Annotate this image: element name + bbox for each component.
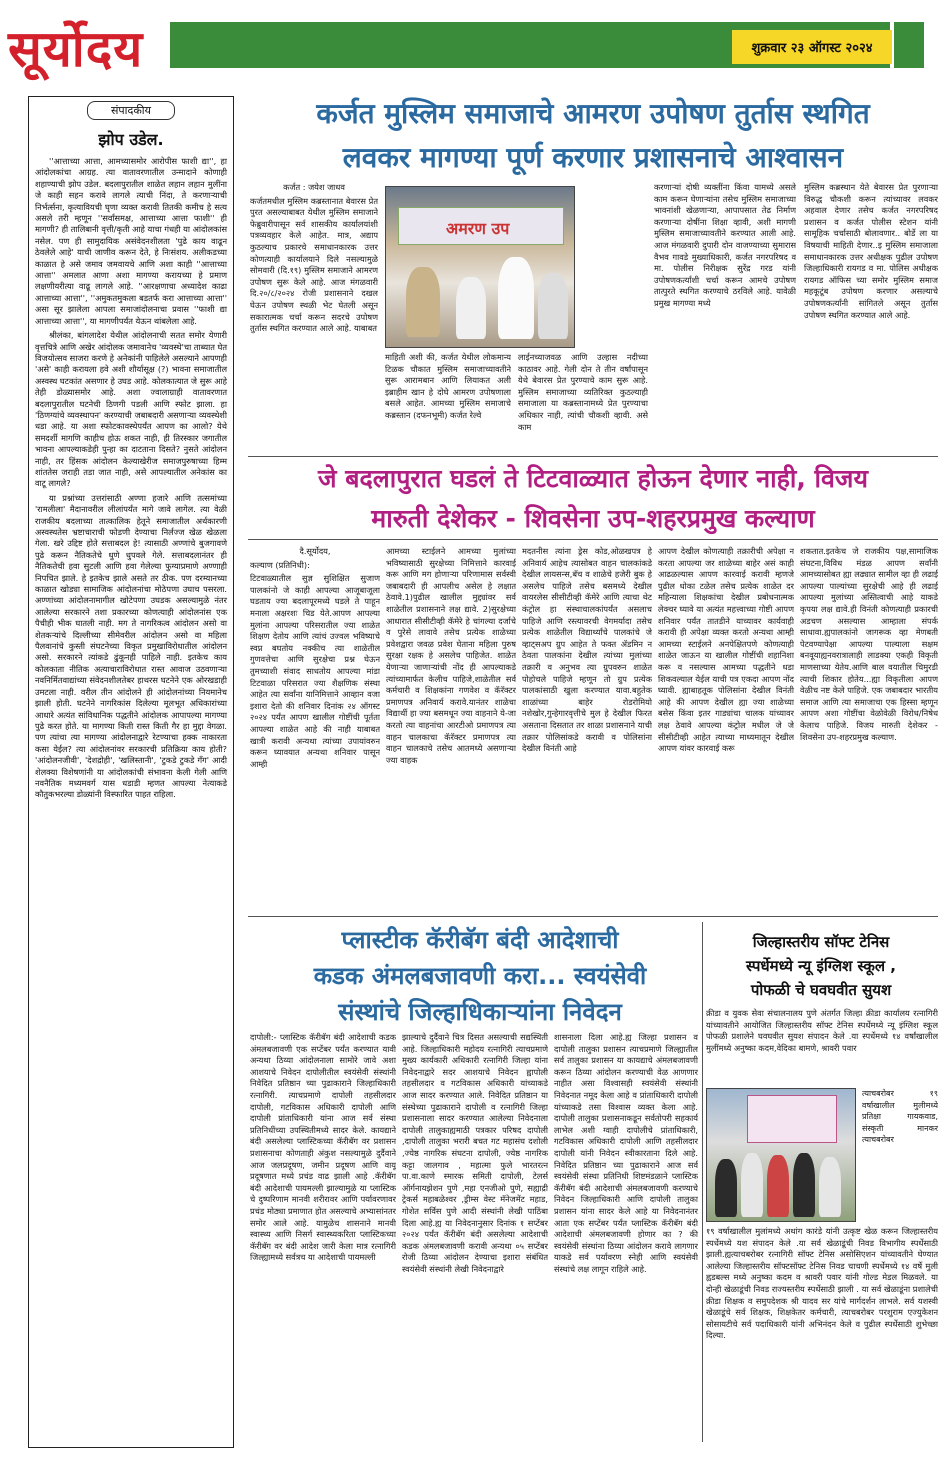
headline-line: जे बदलापुरात घडलं ते टिटवाळ्यात होऊन देणार नाही, विजय bbox=[317, 464, 868, 493]
editorial-column bbox=[28, 96, 234, 1448]
article3-column-2 bbox=[402, 1032, 548, 1444]
dateline: कल्याण (प्रतिनिधी): bbox=[250, 559, 310, 570]
article1-column-5 bbox=[804, 182, 938, 450]
article1-column-3 bbox=[518, 352, 648, 450]
person-figure bbox=[498, 257, 534, 339]
person-figure bbox=[793, 1153, 815, 1217]
dateline: कर्जत : जयेश जाधव bbox=[283, 182, 345, 192]
headline-line: कडक अंमलबजावणी करा... स्वयंसेवी bbox=[313, 962, 647, 990]
article-text: करणाऱ्यां दोषी व्यक्तींना किंवा यामध्ये असले काम करून घेणाऱ्यांना तसेच मुस्लिम समाजाच्या भावनांशी खेळणाऱ्या, आपापसात तेढ निर्माण करणाऱ्या दोषींना शिक्षा व्हावी, अशी मागणी मुस्लिम समाजाच्यावतीने करण्यात आली आहे. आज मंगळवारी दुपारी दोन वाजण्याच्या सुमारास वैभव गावडे मुख्याधिकारी, कर्जत नगरपरिषद व मा. पोलीस निरीक्षक सुरेंद्र गरड यांनी उपोषणकर्त्यांशी चर्चा करून आमचे उपोषण तात्पुरते स्थगित करण्याचे ठरविले आहे. यावेळी प्रमुख मागण्या मध्ये bbox=[654, 182, 796, 308]
article-text: माहिती अशी की, कर्जत येथील लोकमान्य टिळक चौकात मुस्लिम समाजाच्यावतीने सुरू आरामबान आणि लियाकत अली इब्राहीम खान हे दोघे आमरण उपोषणाला बसले आहेत. आमच्या मुस्लिम समाजाचे कब्रस्तान (दफनभूमी) कर्जत रेल्वे bbox=[385, 352, 511, 420]
article-text: आपण देखील कोणत्याही तक्रारीची अपेक्षा न करता आपल्या जर शाळेच्या बाहेर असं काही आढळल्यास आपण कारवाई करावी म्हणजे पुढील धोका टळेल तसेच प्रत्येक शाळेत दर महिन्याला शिक्षकांचा देखील प्रबोधनात्मक लेक्चर घ्यावे या अत्यंत महत्त्वाच्या गोष्टी आपण शनिवार पर्यंत तातडीने याच्यावर कार्यवाही करावी ही अपेक्षा व्यक्त करतो अन्यथा आम्ही आमच्या स्टाईलने अनपेक्षितपणे कोणत्याही शाळेत जाऊन या खालील गोष्टींची शहानिशा करू व नसल्यास आमच्या पद्धतीने धडा शिकवल्याल येईल याची पत्र एकदा आपण नोंद घ्यावी. ह्याबाहतूक पोलिसांना देखील विनंती आहे की आपण देखील ह्या ज्या शाळेच्या बसेस किंवा इतर गाड्यांचा चालक यांच्यावर लक्ष ठेवावे आपल्या कंट्रोल मधील जे जे सीसीटीव्ही आहेत त्याच्या माध्यमातून देखील आपण यांवर कारवाई करू bbox=[658, 546, 794, 754]
photo-banner bbox=[747, 1095, 837, 1143]
article3-headline bbox=[260, 922, 700, 1030]
article-text: दापोली:- प्लास्टिक कॅरीबॅग बंदी आदेशाची कडक अंमलबजावणी एक सप्टेंबर पर्यंत करण्यात यावी अन्यथा ठिय्या आंदोलनाला सामोरे जावे अशा आशयाचे निवेदन दापोलीतील स्वयंसेवी संस्थांनी निवेदित प्रतिष्ठान च्या पुढाकाराने जिल्हाधिकारी रत्नागिरी. त्याचप्रमाणे दापोली तहसीलदार दापोली, गटविकास अधिकारी दापोली आणि दापोली प्रांताधिकारी यांना आज सर्व संस्था प्रतिनिधींच्या उपस्थितीमध्ये सादर केले. कायद्याने बंदी असलेल्या प्लास्टिकच्या कॅरीबॅग वर प्रशासन प्रशासनाचा कोणताही अंकुश नसल्यामुळे दुर्दैवाने आज जलप्रदूषण, जमीन प्रदूषण आणि वायू प्रदूषणात मध्ये प्रचंड वाढ झाली आहे .कॅरीबॅग बंदी आदेशाची पायमल्ली झाल्यामुळे या प्लास्टिक चे दुष्परिणाम मानवी शरीरावर आणि पर्यावरणावर प्रचंड मोठ्या प्रमाणात होत असल्याचे अभ्यासांनतर समोर आले आहे. यामुळेच शासनाने मानवी स्वास्थ्य आणि निसर्ग स्वास्थ्यकरिता प्लास्टिकच्या कॅरीबॅग वर बंदी आदेश जारी केला मात्र रत्नागिरी जिल्ह्यामध्ये सर्वत्रच या आदेशाची पायमल्ली bbox=[250, 1032, 396, 1263]
newspaper-logo: सूर्योदय bbox=[8, 19, 144, 78]
person-figure bbox=[741, 1153, 763, 1217]
issue-date: शुक्रवार २३ ऑगस्ट २०२४ bbox=[732, 30, 892, 64]
article3-column-1 bbox=[250, 1032, 396, 1444]
headline-line: पोफळी चे घवघवीत सुयश bbox=[750, 981, 892, 999]
dateline: दै.सूर्योदय, bbox=[299, 546, 331, 556]
column-divider bbox=[702, 922, 703, 1442]
article-text: क्रीडा व युवक सेवा संचालनालय पुणे अंतर्गत जिल्हा क्रीडा कार्यालय रत्नागिरी यांच्यावतीने आयोजित जिल्हास्तरीय सॉफ्ट टेनिस स्पर्धेमध्ये न्यू इंग्लिश स्कूल पोफळी प्रशालेने घवघवीत सुयश संपादन केले .या स्पर्धेमध्ये १४ वर्षांखालील मुलींमध्ये अनुष्का कदम,वेदिका बामणे, श्रावरी पवार bbox=[706, 1008, 938, 1053]
headline-line: प्लास्टीक कॅरीबॅग बंदी आदेशाची bbox=[341, 926, 619, 954]
editorial-paragraph: श्रीलंका, बांगलादेश येथील आंदोलनाची सतत समोर येणारी वृत्तचित्रे आणि अखेर आंदोलक जमावानेच 'व्यवस्थे'चा ताब्यात घेत विजयोत्सव साजरा करणे हे अनेकांनी पाहिलेले असल्याने आपणही 'असे' काही करायला हवे अशी शौर्यासूक्ष (?) भावना समाजातील अस्वस्थ घटकांत असणार हे उघड आहे. कोलकात्यात जे सुरू आहे तेही डोळ्यासमोर आहे. अशा ज्वालाग्राही वातावरणात बदलापुरातील घटनेची ठिणगी पडली आणि स्फोट झाला. हा 'ठिणग्यांचे व्यवस्थापन' करण्याची जबाबदारी असणाऱ्या व्यवस्थेशी धडा आहे. या अशा स्फोटकावस्थेपर्यंत आपण का आलो? येथे समदर्शी मागणि काहीच होऊ शकत नाही, ही तिरस्कार जगातील भावना आपल्याकडेही पुन्हा का दाटताना दिसते? नुसते आंदोलन नाही, तर हिंसक आंदोलन केल्याखेरीज समाजपुरुषाच्या हिम्म शांततेस जराही तडा जात नाही, असे आपल्यातील अनेकांस का वाटू लागले? bbox=[35, 330, 227, 489]
article2-column-4 bbox=[658, 546, 794, 912]
article-text: मुस्लिम कब्रस्थान येते बेवारस प्रेत पुरणाऱ्या विरुद्ध चौकशी करून त्यांच्यावर लवकर अहवाल देणार तसेच कर्जत नगरपरिषद प्रशासन व कर्जत पोलीस स्टेशन यांनी सामूहिक चर्चासाठी बोलावणार.. बोर्डे ला या विषयाची माहिती देणार..इ मुस्लिम समाजाला समाधानकारक उत्तर अधीक्षक पुढील उपोषण जिल्हाधिकारी रायगड व मा. पोलिस अधीक्षक रायगड ऑफिस च्या समोर मुस्लिम समाज महकूटूंब उपोषण करणार असल्याचे उपोषणकर्त्यांनी सांगितले असून तुर्तास उपोषण स्थगित करण्यात आले आहे. bbox=[804, 182, 938, 320]
article2-column-5 bbox=[800, 546, 938, 912]
masthead-band-end bbox=[894, 22, 924, 68]
article-text: टिटवाळ्यातील सुज्ञ सुशिक्षित सुजाण पालकांनो जे काही आपल्या आजूबाजूला घडताय ज्या बदलापूरमध्ये घडले ते पाहून मनाला अक्षरशः चिड येते.आपण आपल्या मुलांना आपल्या परिसरातील ज्या शाळेत शिक्षण देतोय आणि त्यांचं उज्वल भविष्याचे स्वप्न बघतोय नक्कीच त्या शाळेतील गुणवत्तेचा आणि सुरक्षेचा प्रश्न घेऊन तुमच्याशी संवाद साधतोय आपल्या मांडा टिटवाळा परिसरात ज्या शैक्षणिक संस्था आहेत त्या सर्वांना यानिमित्ताने आव्हान वजा इशारा देतो की शनिवार दिनांक २४ ऑगस्ट २०२४ पर्यंत आपण खालील गोष्टींची पूर्तता आपल्या शाळेत आहे की नाही याबाबत खात्री करावी अन्यथा त्यांच्या उपायांवरुन करून घ्यावयात अन्यथा शनिवार पासून आम्ही bbox=[250, 573, 380, 769]
headline-line: लवकर मागण्या पूर्ण करणार प्रशासनाचे आश्वासन bbox=[342, 141, 844, 174]
article2-column-1 bbox=[250, 546, 380, 912]
editorial-paragraph: ''आत्ताच्या आत्ता, आमच्यासमोर आरोपीस फाशी द्या'', हा आंदोलकांचा आग्रह. त्या वातावरणातील उन्मादाने कोणाही शहाण्याची झोप उडेल. बदलापुरातील शाळेत लहान लहान मुलींना जे काही सहन करावे लागले त्याची निंदा, ते करणाऱ्याची निर्भर्त्सना, कृत्यावियची घृणा व्यक्त करावी तितकी कमीच हे सत्य असले तरी म्हणून ''सर्वांसमक्ष, आत्ताच्या आत्ता फाशी'' ही मागणी? ही तालिबानी वृत्ती/कृती आहे याचा गंधही या आंदोलकांस नसेल. पण ही सामुदायिक असंवेदनशीलता 'पुढे काय वाढून ठेवलेले आहे' याची जाणीव करून देते, हे निःसंशय. अलीकडच्या काळात हे असे जमाव जमवायचे आणि अशा काही ''आत्ताच्या आत्ता'' अमलात आणा अशा मागण्या करायच्या हे प्रमाण लक्षणीयरीत्या वाढू लागले आहे. ''आरक्षणाचा अध्यादेश काढा आत्ताच्या आत्ता'', ''अमुकतमुकला बडतर्फ करा आत्ताच्या आत्ता'' असा सूर झालेला आपला समाजांदोलनाचा प्रवास ''फाशी द्या आत्ताच्या आत्ता'', या मागणीपर्यंत येऊन थांबलेला आहे. bbox=[35, 156, 227, 326]
article-text: लाईनच्याजवळ आणि उल्हास नदीच्या काठावर आहे. गेली दोन ते तीन वर्षांपासून येथे बेवारस प्रेत पुरण्याचे काम सुरू आहे. मुस्लिम समाजाच्या व्यतिरिक्त कुठल्याही समाजाला या कब्रस्तानामध्ये प्रेत पुरण्याचा अधिकार नाही, त्यांची चौकशी व्हावी. असे काम bbox=[518, 352, 648, 432]
person-figure bbox=[538, 273, 568, 339]
article-text: शकतात.इतकेच जे राजकीय पक्ष,सामाजिक संघटना,विविध मंडळ आपण सर्वांनी आमच्यासोबत ह्या लढ्यात सामील व्हा ही लढाई आपल्या पाल्यांच्या सुरक्षेची आहे ही लढाई आपल्या मुलांच्या अस्तित्वाची आहे याकडे कृपया लक्ष द्यावे.ही विनंती कोणत्याही प्रकारची अडचण असल्यास आम्हाला संपर्क साधावा.ह्यपालकांनो जागरूक व्हा मेणबती पेटवण्यापेक्षा आपल्या पाल्याला सक्षम बनवूयाह्यनवरात्रालाही लाडक्या एकही विकृती माणसाच्या येतेय.आणि बाल वयातील चिमुरडी त्याची शिकार होतेय...ह्या विकृतीला आपण वेळीच नष्ट केले पाहिजे. एक जबाबदार भारतीय समाज आणि त्या समाजाचा एक हिस्सा म्हणून आपण अशा गोष्टींचा वेळोवेळी विरोध/निषेध केलाच पाहिजे. विजय मारुती देशेकर - शिवसेना उप-शहरप्रमुख कल्याण. bbox=[800, 546, 938, 742]
article-text: १९ वर्षाखालील मुलांमध्ये अथांग कारंडे यांनी उत्कृष्ट खेळ करून जिल्हास्तरीय स्पर्धेमध्ये यश संपादन केले .या सर्व खेळाडूंची निवड विभागीय स्पर्धेसाठी झाली.ह्यत्याचबरोबर रत्नागिरी सॉफ्ट टेनिस असोसिएशन यांच्यावतीने घेण्यात आलेल्या जिल्हास्तरीय सॉफ्टसॉफ्ट टेनिस निवड चाचणी स्पर्धेमध्ये १४ वर्षे मुली ह्वडबल्स मध्ये अनुष्का कदम व श्रावरी पवार यांनी गोल्ड मेडल मिळवले. या दोन्ही खेळाडूंची निवड राज्यस्तरीय स्पर्धेसाठी झाली . या सर्व खेळाडूंना प्रशालेची क्रीडा शिक्षक व समुपदेशक श्री यादव सर यांचे मार्गदर्शन लाभले. सर्व यशस्वी खेळाडूंचे सर्व शिक्षक, शिक्षकेतर कर्मचारी, त्याचबरोबर परशुराम एज्युकेशन सोसायटीचे सर्व पदाधिकारी यांनी अभिनंदन केले व पुढील स्पर्धेसाठी शुभेच्छा दिल्या. bbox=[706, 1226, 938, 1341]
headline-line: स्पर्धेमध्ये न्यू इंग्लिश स्कूल , bbox=[746, 957, 896, 975]
article-text: मदतनीस त्यांना ड्रेस कोड,ओळखपत्र हे अनिवार्य आहेच त्यासोबत वाहन चालकांकडे देखील लायसन्स,बॅच व शाळेचे हजेरी बुक हे असलेच पाहिजे तसेच बसमध्ये देखील वायरलेस सीसीटीव्ही कॅमेरे आणि त्याचा थेट कंट्रोल हा संस्थाचालकांपर्यंत असलाच पाहिजे आणि रस्त्यावरची वेगमर्यादा तसेच प्रत्येक शाळेतील विद्यार्थ्यांचे पालकांचे जे व्हाट्सअप ग्रुप आहेत ते फक्त ॲडमिन न ठेवता पालकांना देखील त्यांच्या मुलांच्या तक्रारी व अनुभव त्या ग्रुपवरुन शाळेत पोहोचले पाहिजे म्हणून तो ग्रुप प्रत्येक पालकांसाठी खुला करण्यात यावा.बहुतेक शाळांच्या बाहेर रोडरोमियो नशेखोर,गुन्हेगारवृत्तीचे मुल हे देखील फिरत असताना दिसतात तर शाळा प्रशासनाने याची तक्रार पोलिसांकडे करावी व पोलिसांना देखील विनंती आहे bbox=[522, 546, 652, 754]
hunger-strike-photo bbox=[385, 186, 575, 348]
editorial-title: झोप उडेल. bbox=[98, 130, 164, 149]
person-figure bbox=[819, 1157, 841, 1217]
article1-column-4 bbox=[654, 182, 796, 450]
headline-line: कर्जत मुस्लिम समाजाचे आमरण उपोषण तुर्तास स्थगित bbox=[316, 97, 870, 130]
article1-column-2 bbox=[385, 352, 511, 450]
headline-line: जिल्हास्तरीय सॉफ्ट टेनिस bbox=[752, 933, 890, 951]
article1-column-1 bbox=[250, 182, 378, 450]
sports-team-photo bbox=[706, 1088, 856, 1222]
editorial-tag: संपादकीय bbox=[87, 101, 175, 120]
article4-headline bbox=[706, 930, 936, 1002]
article4-side-text bbox=[862, 1088, 938, 1222]
person-figure bbox=[715, 1159, 737, 1217]
editorial-paragraph: या प्रश्नांच्या उत्तरांसाठी अण्णा हजारे आणि तत्समांच्या 'रामलीला' मैदानावरील लीलांपर्यंत मागे जावे लागेल. त्या वेळी राजकीय बदलाच्या तात्कालिक हेतूने समाजातील अर्थकारणी अस्वस्थतेस भ्रष्टाचाराची फोडणी देण्याचा निर्लज्ज खेळ खेळला गेला. खरे उद्दिष्ट होते सत्ताबदल हे! त्यासाठी अण्णांचे बुजगावणे पुढे करून नैतिकतेचे धुणे धुपवले गेले. सत्ताबदलानंतर ही नैतिकतेची हवा सुटली आणि हवा गेलेल्या फुग्याप्रमाणे अण्णाही निपचित झाले. हे इतकेच झाले असते तर ठीक. पण दरम्यानच्या काळात खोड्या सामाजिक आंदोलनांचा मोठेपणा उघाच पसरला. अण्णांच्या आंदोलनामागील खोटेपणा उघडक असल्यामुळे नंतर आलेल्या सरकारने तशा प्रकारच्या कोणत्याही आंदोलनांस एक पैचीही भीक घातली नाही. मग ते नागरिकत्व आंदोलन असो वा शेतकऱ्यांचे दिल्लीच्या सीमेवरील आंदोलन असो वा महिला पैलवानांचे कुस्ती संघटनेच्या विकृत प्रमुखाविरोधातील आंदोलन असो. सरकारने त्यांकडे ढुंकूनही पाहिले नाही. इतकेच काय कोलकाता नीतिक अत्याचाराविरोधात रास्त आवाज उठवणाऱ्या नवनिर्मितवाद्यांच्या संवेदनशीलतेबर हाथरस घटनेने एक ओरखडाही उमटला नाही. वरील तीन आंदोलने ही आंदोलनांच्या नियमानेच झाली होती. घटनेने नागरिकांस दिलेल्या मूलभूत अधिकारांच्या आधारे अत्यंत सांविधानिक पद्धतीने आंदोलक आपापल्या मागण्या पुढे करत होते. या मागण्या किती रास्त किती गैर हा मुद्दा वेगळा. पण त्यांचा त्या मागण्या आंदोलनाद्वारे रेटण्याचा हक्क नाकारता कसा येईल? त्या आंदोलनांवर सरकारची प्रतिक्रिया काय होती? 'आंदोलनजीवी', 'देशद्रोही', 'खलिस्तानी', 'टुकडे टुकडे गँग' आदी शेलक्या विशेषणांनी या आंदोलकांची संभावना केली गेली आणि नवनैतिक मध्यमवर्ग यास धडाडी म्हणत आपल्या नेत्याकडे कौतुकभरल्या डोळ्यांनी विस्फारित पाहत राहिला. bbox=[35, 492, 227, 800]
article2-column-3 bbox=[522, 546, 652, 912]
headline-line: संस्थांचे जिल्हाधिकाऱ्यांना निवेदन bbox=[338, 998, 622, 1026]
masthead bbox=[0, 0, 945, 88]
article2-headline bbox=[248, 456, 938, 540]
article3-column-3 bbox=[554, 1032, 698, 1444]
article2-column-2 bbox=[386, 546, 516, 912]
spacer bbox=[518, 182, 648, 186]
person-figure bbox=[456, 277, 486, 339]
article4-body bbox=[706, 1226, 938, 1444]
article4-intro bbox=[706, 1008, 938, 1088]
photo-banner-text: अमरण उप bbox=[446, 219, 510, 238]
person-figure bbox=[767, 1155, 789, 1217]
editorial-body bbox=[35, 156, 227, 801]
article1-headline bbox=[248, 92, 938, 180]
article-text: कर्जतमधील मुस्लिम कब्रस्तानात बेवारस प्रेत पुरत असल्याबाबत येथील मुस्लिम समाजाने फेब्रुवारीपासून सर्व शासकीय कार्यालयांशी पत्रव्यवहार केले आहेत. मात्र, अद्याप कुठल्याच प्रकारचे समाधानकारक उत्तर कोणत्याही कार्यालयाने दिले नसल्यामुळे सोमवारी (दि.१९) मुस्लिम समाजाने आमरण उपोषण सुरू केले आहे. आज मंगळवारी दि.२०/८/२०२४ रोजी प्रशासनाने दखल घेऊन उपोषण स्थळी भेट घेतली असून सकारात्मक चर्चा करून सदरचे उपोषण तुर्तास स्थगित करण्यात आले आहे. याबाबत bbox=[250, 195, 378, 334]
article-text: झाल्याचे दुर्दैवाने चित्र दिसत असल्याची सद्यस्थिती आहे. जिल्हाधिकारी महोदय रत्नागिरी त्याचप्रमाणे मुख्य कार्यकारी अधिकारी रत्नागिरी जिल्हा यांना निवेदनाद्वारे सदर आशयाचे निवेदन ह्वापोली तहसीलदार व गटविकास अधिकारी यांच्याकडे आज सादर करण्यात आले. निवेदित प्रतिष्ठान या संस्थेच्या पुढाकाराने दापोली व रत्नागिरी जिल्हा प्रशासनाला सादर करण्यात आलेल्या निवेदनाला दापोली तालुकाह्यमाठी पत्रकार परिषद दापोली ,दापोली तालुका भरारी बचत गट महासंघ दशोली ,ज्येष्ठ नागरिक संघटना दापोली, ज्येष्ठ नागरिक कट्टा जालगाव , महात्मा फुले भारतरत्न पा.वा.काणे स्मारक समिती दापोली, टेलर्स ऑर्गनायझेशन पुणे ,महा एनजीओ पुणे, सह्याद्री ट्रेकर्स महाबळेश्वर ,ड्रीम्स वेस्ट मॅनेजमेंट महाड, गोशेत सर्विस पुणे आदी संस्थांनी लेखी पाठिंबा दिला आहे.ह्य या निवेदनानुसार दिनांक १ सप्टेंबर २०२४ पर्यंत कॅरीबॅग बंदी असलेल्या आदेशाची कडक अंमलबजावणी करावी अन्यथा ०५ सप्टेंबर रोजी ठिय्या आंदोलन देण्याचा इशारा संबंधित स्वयंसेवी संस्थांनी लेखी निवेदनाद्वारे bbox=[402, 1032, 548, 1274]
article-text: शासनाला दिला आहे.ह्य जिल्हा प्रशासन व दापोली तालुका प्रशासन त्याचप्रमाणे जिल्ह्यातील सर्व तालुका प्रशासन या कायद्याचे अंमलबजावणी करून ठिय्या आंदोलन करण्याची वेळ आणणार नाहीत असा विश्वासही स्वयंसेवी संस्थांनी निवेदनात नमूद केला आहे व प्रांताधिकारी दापोली यांच्याकडे तसा विश्वास व्यक्त केला आहे. दापोली तालुका प्रशासनाकडून सर्वतोपरी सहकार्य लाभेल अशी ग्वाही दापोलीचे प्रांताधिकारी, गटविकास अधिकारी दापोली आणि तहसीलदार दापोली यांनी निवेदन स्वीकारताना दिले आहे. निवेदित प्रतिष्ठान च्या पुढाकाराने आज सर्व स्वयंसेवी संस्था प्रतिनिधी शिष्टमंडळाने प्लास्टिक कॅरीबॅग बंदी आदेशाची अंमलबजावणी करण्याचे निवेदन जिल्हाधिकारी आणि दापोली तालुका प्रशासन यांना सादर केले आहे या निवेदनानंतर आता एक सप्टेंबर पर्यंत प्लास्टिक कॅरीबॅग बंदी आदेशाची अंमलबजावणी होणार का ? की स्वयंसेवी संस्थांना ठिय्या आंदोलन करावे लागणार याकडे सर्व पर्यावरण स्नेही आणि स्वयंसेवी संस्थांचे लक्ष लागून राहिले आहे. bbox=[554, 1032, 698, 1274]
article-text: आमच्या स्टाईलने आमच्या मुलांच्या भविष्यासाठी सुरक्षेच्या निमित्ताने कारवाई करू आणि मग होणाऱ्या परिणामास सर्वस्वी जबाबदारी ही आपलीच असेल हे लक्षात ठेवावे.1)पुढील खालील मुद्द्यांवर सर्व शाळेतील प्रशासनाने लक्ष द्यावे. 2)सुरक्षेच्या आधारात सीसीटीव्ही कॅमेरे हे चांगल्या दर्जाचे व पुरेसे लावावे तसेच प्रत्येक शाळेच्या प्रवेशद्वारा जवळ प्रवेश घेताना महिला पुरुष सुरक्षा रक्षक हे असलेच पाहिजेत. शाळेत येणाऱ्या जाणाऱ्यांची नोंद ही आपल्याकडे त्यांच्यामार्फत केलीच पाहिजे,शाळेतील सर्व कर्मचारी व शिक्षकांना गणवेश व कॅरॅक्टर प्रमाणपत्र अनिवार्य करावे.यानंतर शाळेचा विद्यार्थी हा ज्या बसमधून ज्या वाहनाने ये-जा करतो त्या वाहनांचा आरटीओ प्रमाणपत्र त्या वाहन चालकाचा कॅरॅक्टर प्रमाणपत्र त्या वाहन चालकाचे तसेच आतमध्ये असणाऱ्या ज्या वाहक bbox=[386, 546, 516, 765]
headline-line: मारुती देशेकर - शिवसेना उप-शहरप्रमुख कल्याण bbox=[371, 504, 815, 533]
section-divider bbox=[248, 916, 938, 917]
article-text: त्याचबरोबर १९ वर्षाखालील मुलीमध्ये प्रतिक्षा गायकवाड, संस्कृती मानकर त्याचबरोबर bbox=[862, 1089, 938, 1145]
person-figure bbox=[406, 267, 440, 337]
